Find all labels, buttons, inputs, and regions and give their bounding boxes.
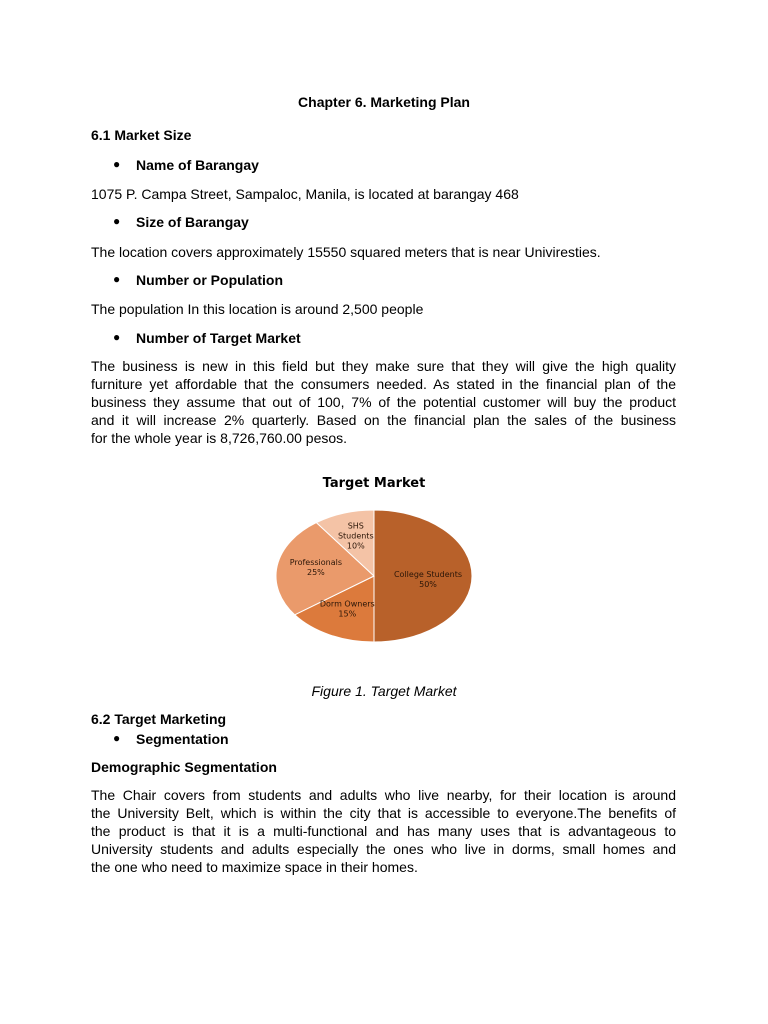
bullet-label: Number or Population — [136, 272, 283, 288]
bullet-segmentation — [113, 731, 229, 747]
bullet-size-of-barangay — [113, 214, 249, 230]
paragraph-line: and it will increase 2% quarterly. Based on the financial plan the sales of the business — [91, 412, 676, 428]
paragraph-line: furniture yet affordable that the consumers needed. As stated in the financial plan of the — [91, 376, 676, 392]
bullet-label: Name of Barangay — [136, 157, 259, 173]
pie-label: 25% — [307, 567, 325, 577]
bullet-number-or-population — [113, 272, 283, 288]
section-heading-market-size: 6.1 Market Size — [91, 127, 192, 143]
barangay-name-text: 1075 P. Campa Street, Sampaloc, Manila, is located at barangay 468 — [91, 186, 519, 202]
paragraph-line: the one who need to maximize space in their homes. — [91, 859, 418, 875]
bullet-icon: ● — [113, 731, 121, 745]
bullet-icon: ● — [113, 157, 121, 171]
paragraph-line: for the whole year is 8,726,760.00 pesos. — [91, 430, 348, 446]
bullet-name-of-barangay — [113, 157, 259, 173]
paragraph-line: University students and adults especially the ones who live in dorms, small homes and — [91, 841, 676, 857]
pie-label: 10% — [346, 541, 365, 551]
demographic-paragraph — [91, 786, 676, 876]
target-market-paragraph — [91, 357, 676, 447]
pie-label: Professionals — [289, 557, 343, 567]
page-title: Chapter 6. Marketing Plan — [298, 94, 470, 110]
barangay-size-text: The location covers approximately 15550 squared meters that is near Univiresties. — [91, 244, 601, 260]
figure-caption: Figure 1. Target Market — [311, 683, 457, 699]
demographic-segmentation-heading: Demographic Segmentation — [91, 759, 277, 775]
population-text: The population In this location is around 2,500 people — [91, 301, 424, 317]
pie-label: Dorm Owners — [319, 599, 375, 609]
pie-label: SHS — [347, 521, 364, 531]
bullet-icon: ● — [113, 330, 121, 344]
chart-title: Target Market — [322, 476, 426, 491]
pie-label: Students — [337, 531, 374, 541]
paragraph-line: The business is new in this field but they make sure that they will give the high quality — [91, 358, 676, 374]
paragraph-line: the product is that it is a multi-functional and has many uses that is advantageous to — [91, 823, 676, 839]
target-market-pie-chart — [270, 466, 480, 651]
bullet-icon: ● — [113, 214, 121, 228]
bullet-label: Size of Barangay — [136, 214, 249, 230]
paragraph-line: the University Belt, which is within the city that is accessible to everyone.The benefits of — [91, 805, 676, 821]
bullet-label: Segmentation — [136, 731, 229, 747]
pie-label: College Students — [393, 570, 463, 579]
bullet-icon: ● — [113, 272, 121, 286]
bullet-number-of-target-market — [113, 330, 301, 346]
bullet-label: Number of Target Market — [136, 330, 301, 346]
paragraph-line: The Chair covers from students and adults who live nearby, for their location is around — [91, 787, 676, 803]
section-heading-target-marketing: 6.2 Target Marketing — [91, 711, 227, 727]
pie-label: 15% — [338, 609, 357, 619]
paragraph-line: business they assume that out of 100, 7% of the potential customer will buy the product — [91, 394, 676, 410]
pie-label: 50% — [419, 580, 437, 589]
